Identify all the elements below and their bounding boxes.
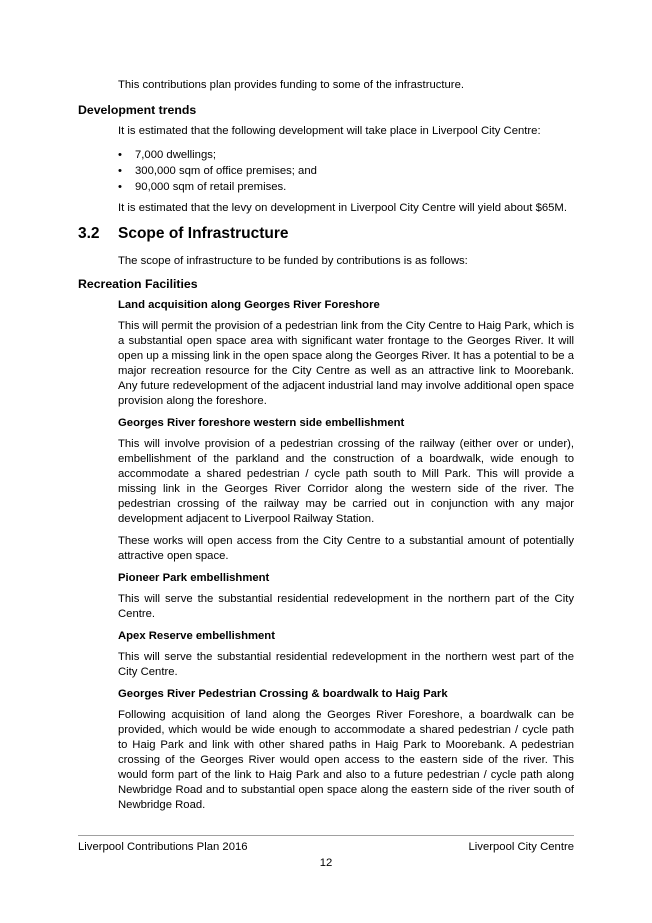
section-intro: The scope of infrastructure to be funded by contributions is as follows: [118,255,468,267]
development-trends-heading: Development trends [78,103,197,117]
section-title: Scope of Infrastructure [118,225,289,242]
development-list [118,147,574,195]
item-paragraph: This will serve the substantial residential redevelopment in the northern west part of the City Centre. [118,651,574,678]
development-trends-intro: It is estimated that the following development will take place in Liverpool City Centre: [118,125,541,137]
intro-paragraph: This contributions plan provides funding to some of the infrastructure. [118,79,464,91]
list-item-text: 7,000 dwellings; [135,149,217,161]
section-heading [78,224,574,244]
list-item [118,163,574,179]
item-paragraph: This will involve provision of a pedestrian crossing of the railway (either over or under), embellishment of the parkland and the construction of a boardwalk, wide enough to accommodate a shared pedestrian / cycle path south to Mill Park. This will provide a missing link in the Georges River Corridor along the western side of the river. The pedestrian crossing of the railway may be carried out in conjunction with any major development adjacent to Liverpool Railway Station. [118,438,574,525]
list-item-text: 90,000 sqm of retail premises. [135,181,287,193]
bullet-icon: • [118,165,122,177]
list-item-text: 300,000 sqm of office premises; and [135,165,317,177]
footer-document-title: Liverpool Contributions Plan 2016 [78,841,248,853]
item-paragraph: This will permit the provision of a pedestrian link from the City Centre to Haig Park, which is a substantial open space area with significant water frontage to the Georges River. It will open up a missing link in the open space along the Georges River. It has a potential to be a major recreation resource for the City Centre as well as an attractive link to Moorebank. Any future redevelopment of the adjacent industrial land may involve additional open space provision along the foreshore. [118,320,574,407]
page-body [78,78,574,820]
item-title: Pioneer Park embellishment [118,572,270,584]
recreation-heading: Recreation Facilities [78,277,198,291]
item-title: Georges River Pedestrian Crossing & boardwalk to Haig Park [118,688,448,700]
item-paragraph: This will serve the substantial residential redevelopment in the northern part of the City Centre. [118,593,574,620]
item-paragraph: Following acquisition of land along the Georges River Foreshore, a boardwalk can be provided, which would be wide enough to accommodate a shared pedestrian / cycle path to Haig Park and link with other shared paths in Haig Park to Moorebank. A pedestrian crossing of the Georges River would open access to the eastern side of the river. This would form part of the link to Haig Park and also to a future pedestrian / cycle path along Newbridge Road and to substantial open space along the eastern side of the river south of Newbridge Road. [118,709,574,811]
item-title: Land acquisition along Georges River Foreshore [118,299,380,311]
item-title: Georges River foreshore western side embellishment [118,417,405,429]
item-title: Apex Reserve embellishment [118,630,275,642]
section-number: 3.2 [78,225,100,242]
item-paragraph: These works will open access from the City Centre to a substantial amount of potentially attractive open space. [118,535,574,562]
bullet-icon: • [118,181,122,193]
page-number: 12 [319,857,333,869]
list-item [118,179,574,195]
bullet-icon: • [118,149,122,161]
footer-section-name: Liverpool City Centre [468,841,574,853]
footer-divider [78,835,574,836]
levy-paragraph: It is estimated that the levy on development in Liverpool City Centre will yield about $65M. [118,202,567,214]
list-item [118,147,574,163]
